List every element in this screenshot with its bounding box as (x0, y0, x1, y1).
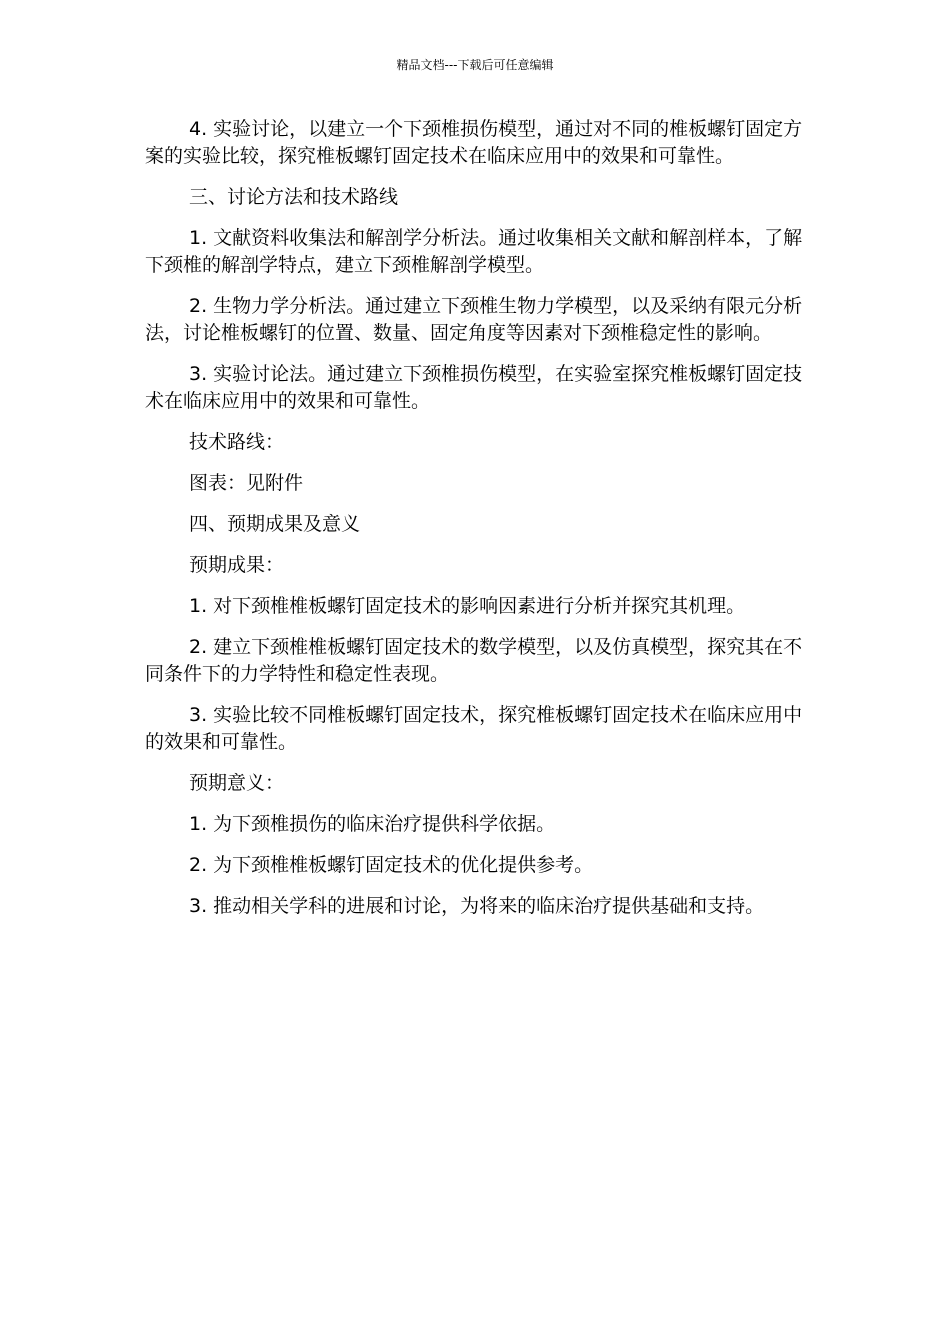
document-body (145, 116, 813, 934)
subheading-expected-results: 预期成果： (189, 554, 285, 576)
list-item-significance-1: 1. 为下颈椎损伤的临床治疗提供科学依据。 (189, 813, 556, 835)
list-item-significance-2: 2. 为下颈椎椎板螺钉固定技术的优化提供参考。 (189, 854, 594, 876)
section-heading-methods: 三、讨论方法和技术路线 (189, 186, 399, 208)
paragraph-method-biomechanics: 2. 生物力学分析法。通过建立下颈椎生物力学模型，以及采纳有限元分析法，讨论椎板螺钉的位置、数量、固定角度等因素对下颈椎稳定性的影响。 (145, 295, 803, 344)
paragraph-method-experiment: 3. 实验讨论法。通过建立下颈椎损伤模型，在实验室探究椎板螺钉固定技术在临床应用中的效果和可靠性。 (145, 363, 803, 412)
page-header: 精品文档---下载后可任意编辑 (396, 58, 554, 72)
paragraph-technical-route: 技术路线： (189, 431, 285, 453)
list-item-result-2: 2. 建立下颈椎椎板螺钉固定技术的数学模型，以及仿真模型，探究其在不同条件下的力学特性和稳定性表现。 (145, 636, 803, 685)
list-item-significance-3: 3. 推动相关学科的进展和讨论，为将来的临床治疗提供基础和支持。 (189, 895, 765, 917)
paragraph-chart-attachment: 图表：见附件 (189, 472, 304, 494)
list-item-result-3: 3. 实验比较不同椎板螺钉固定技术，探究椎板螺钉固定技术在临床应用中的效果和可靠性。 (145, 704, 803, 753)
subheading-expected-significance: 预期意义： (189, 772, 285, 794)
paragraph-method-literature: 1. 文献资料收集法和解剖学分析法。通过收集相关文献和解剖样本，了解下颈椎的解剖学特点，建立下颈椎解剖学模型。 (145, 227, 803, 276)
section-heading-outcomes: 四、预期成果及意义 (189, 513, 361, 535)
paragraph-experiment-discussion: 4. 实验讨论，以建立一个下颈椎损伤模型，通过对不同的椎板螺钉固定方案的实验比较，探究椎板螺钉固定技术在临床应用中的效果和可靠性。 (145, 118, 803, 167)
list-item-result-1: 1. 对下颈椎椎板螺钉固定技术的影响因素进行分析并探究其机理。 (189, 595, 746, 617)
